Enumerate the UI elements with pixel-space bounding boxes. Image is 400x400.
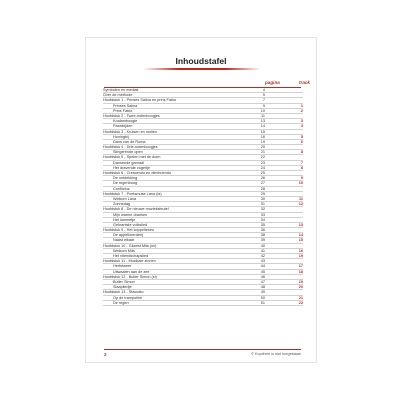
toc-track-number: 13	[298, 222, 303, 227]
toc-entry-title: Hoofdstuk 10 - Gitarist Mila (mi)	[103, 243, 157, 248]
toc-entry-title: Hoofdstuk 6 - Crescendo en diminuendo	[103, 171, 171, 175]
toc-track-number: 17	[298, 264, 303, 269]
document-page	[85, 37, 317, 363]
toc-page-number: 7	[262, 98, 265, 103]
toc-entry-title: Hoofdstuk 7 - Poetsmuse Lana (la)	[103, 191, 162, 196]
toc-page-number: 24	[260, 165, 265, 170]
toc-track-number: 18	[298, 269, 303, 274]
toc-entry-title: Symbolen en medias	[103, 88, 139, 92]
toc-entry-title: De appelboerderij	[113, 233, 143, 238]
toc-entry-title: Butler Simon	[113, 279, 135, 284]
toc-page-number: 27	[260, 181, 265, 186]
toc-entry-title: Hoofdstuk 9 - Het koppelteken	[103, 228, 155, 233]
copyright-notice: © Kopiëren is niet toegestaan	[251, 352, 301, 356]
toc-entry-title: Prinses Salina	[113, 103, 138, 108]
toc-page-number: 4	[262, 88, 265, 92]
toc-track-number: 22	[298, 300, 303, 305]
toc-entry-title: Welkom Mila	[113, 248, 135, 253]
toc-page-number: 11	[261, 113, 265, 118]
toc-track-number: 21	[298, 295, 303, 300]
toc-track-number: 9	[300, 176, 303, 181]
toc-entry-title: Paardrijden	[113, 124, 133, 129]
toc-page-number: 35	[260, 222, 265, 227]
toc-track-number: 2	[300, 108, 303, 113]
toc-entry-title: Op de trampoline	[113, 295, 143, 300]
toc-track-number: 8	[300, 165, 303, 170]
toc-track-number: 20	[298, 285, 303, 290]
toc-page-number: 39	[260, 238, 265, 243]
toc-page-number: 42	[260, 254, 265, 258]
toc-page-number: 29	[260, 191, 265, 196]
toc-entry-title: Hoofdstuk 4 - Drie-notenboogjes	[103, 145, 158, 150]
toc-entry-title: Hoofdstuk 5 - Spelen met de duim	[103, 155, 161, 160]
toc-entry-title: Hoofdstuk 2 - Twee-notenboogjes	[103, 113, 160, 118]
toc-page-number: 15	[260, 129, 265, 134]
toc-track-number: 11	[298, 196, 303, 201]
toc-entry-title: Honingbij	[113, 134, 129, 139]
toc-entry-title: De regen	[113, 300, 129, 305]
toc-page-number: 28	[260, 186, 265, 191]
toc-page-number: 21	[260, 150, 265, 155]
toc-page-number: 49	[260, 290, 265, 295]
toc-page-number: 51	[260, 300, 265, 305]
footer-rule	[104, 349, 301, 350]
table-of-contents	[103, 88, 303, 306]
toc-entry-title: Het dravende vogeltje	[113, 165, 150, 170]
toc-entry-title: Over de methode	[103, 93, 133, 98]
toc-track-number: 1	[300, 103, 303, 108]
toc-entry-title: Uitwaaien aan de zee	[113, 269, 150, 274]
toc-track-number: 3	[300, 119, 303, 124]
column-header-track: track	[299, 80, 310, 85]
toc-page-number: 38	[260, 233, 265, 238]
toc-entry-title: De regenboog	[113, 181, 138, 186]
toc-page-number: 19	[260, 139, 265, 144]
toc-page-number: 20	[260, 145, 265, 150]
toc-page-number: 50	[260, 295, 265, 300]
toc-page-number: 36	[260, 228, 265, 233]
toc-page-number: 45	[260, 269, 265, 274]
page-title: Inhoudstafel	[175, 56, 227, 66]
toc-entry-title: Prins Fabio	[113, 108, 133, 113]
toc-page-number: 40	[260, 243, 265, 248]
toc-page-number: 9	[262, 103, 265, 108]
toc-entry-title: Dans van de Roma	[113, 139, 146, 144]
toc-page-number: 30	[260, 196, 265, 201]
toc-entry-title: Hoofdstuk 13 - Staccato	[103, 290, 144, 295]
toc-page-number: 14	[260, 124, 265, 129]
toc-page-number: 5	[262, 93, 265, 98]
toc-track-number: 7	[300, 160, 303, 165]
toc-page-number: 46	[260, 274, 265, 279]
toc-entry-title: Het lammetje	[113, 217, 136, 222]
toc-page-number: 32	[260, 207, 265, 212]
toc-entry-title: Dansende garnaal	[113, 160, 145, 165]
toc-track-number: 12	[298, 202, 303, 207]
toc-entry-title: Hoofdstuk 3 - Kruisen en mollen	[103, 129, 158, 134]
toc-entry-title: Hoofdstuk 1 - Prinses Salina en prins Fabio	[103, 98, 177, 103]
toc-page-number: 26	[260, 176, 265, 181]
column-header-page: pagina	[265, 80, 280, 85]
toc-entry-title: Het vriendschapslied	[113, 254, 149, 258]
title-underline	[143, 68, 261, 70]
toc-entry-title: Conflictuz	[113, 186, 130, 191]
page-number: 2	[104, 352, 107, 357]
toc-track-number: 16	[298, 248, 303, 253]
toc-track-number: 19	[298, 254, 303, 258]
toc-track-number: 15	[298, 238, 303, 243]
toc-page-number: 47	[260, 279, 265, 284]
toc-entry-row	[103, 301, 303, 306]
toc-entry-title: Welkom Lana	[113, 196, 137, 201]
toc-page-number: 23	[260, 160, 265, 165]
toc-entry-title: Gekrantste volkslied	[113, 222, 148, 227]
toc-entry-title: Koalamboogie	[113, 119, 138, 124]
toc-entry-title: Slaapliedje	[113, 285, 132, 290]
toc-entry-title: Slingerende open	[113, 150, 143, 155]
toc-track-number: 4	[300, 124, 303, 129]
toc-entry-title: Naast elkaar	[113, 238, 135, 243]
toc-page-number: 31	[260, 202, 265, 207]
toc-page-number: 44	[260, 264, 265, 269]
toc-page-number: 48	[260, 285, 265, 290]
toc-page-number: 25	[260, 171, 265, 175]
toc-page-number: 43	[260, 259, 265, 264]
toc-entry-title: Mijn warme dranken	[113, 212, 148, 217]
toc-entry-title: Herfstweer	[113, 264, 132, 269]
toc-entry-title: Zonnedag	[113, 202, 131, 207]
toc-track-number: 8	[300, 150, 303, 155]
toc-page-number: 34	[260, 217, 265, 222]
toc-page-number: 33	[260, 212, 265, 217]
toc-entry-title: Hoofdstuk 12 - Butler Simon (si)	[103, 274, 157, 279]
toc-page-number: 22	[260, 155, 265, 160]
toc-track-number: 10	[298, 181, 303, 186]
toc-page-number: 16	[260, 134, 265, 139]
toc-entry-title: De ontdekking	[113, 176, 138, 181]
toc-entry-title: Hoofdstuk 11 - Muzikale zinnen	[103, 259, 156, 264]
toc-track-number: 14	[298, 233, 303, 238]
toc-track-number: 19	[298, 279, 303, 284]
toc-page-number: 13	[260, 119, 265, 124]
toc-page-number: 41	[260, 248, 265, 253]
toc-page-number: 10	[260, 108, 265, 113]
toc-track-number: 5	[300, 134, 303, 139]
toc-track-number: 6	[300, 139, 303, 144]
toc-entry-title: Hoofdstuk 8 - De nieuwe muzieksleutel	[103, 207, 169, 212]
